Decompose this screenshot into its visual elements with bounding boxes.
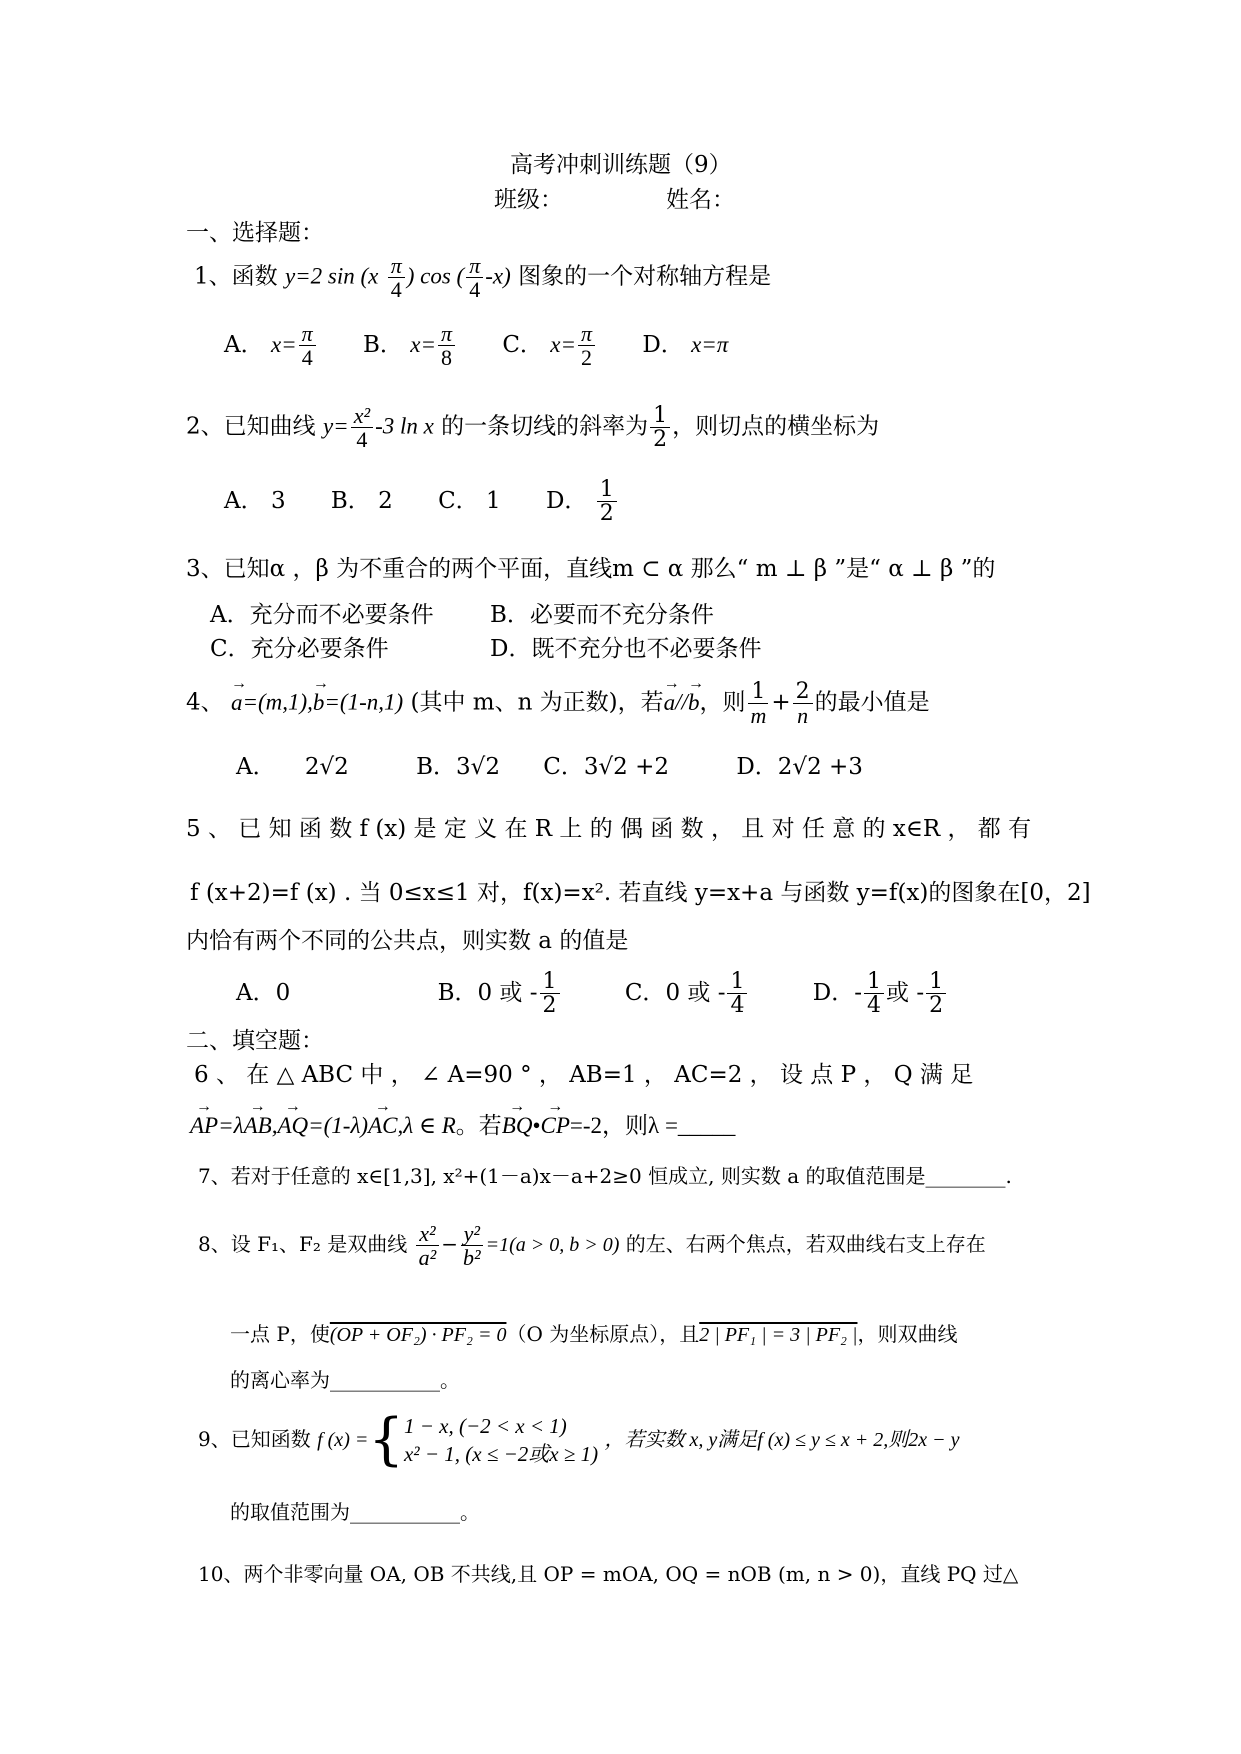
q6-line-1: 6 、 在 △ ABC 中 ， ∠ A=90 ° ， AB=1 ， AC=2 ， 设 点 P ， Q 满 足 [194,1062,974,1088]
q5-option-c: C．0 或 - $\frac{1}{4}$ [625,980,750,1006]
q9-line-2: 的取值范围为___________。 [230,1500,480,1524]
q1-option-a: A． x= $\frac{\pi}{4}$ [224,332,318,358]
q7-blank: ________. [925,1164,1012,1188]
q4-then: ，则 [699,689,746,716]
q5-line-1: 5 、 已 知 函 数 f (x) 是 定 义 在 R 上 的 偶 函 数 ， 且 对 任 意 的 x∈R ， 都 有 [186,816,1032,842]
q2-option-b: B． 2 [330,487,393,514]
q1-options [224,322,766,369]
q4-cond: (其中 m、n 为正数)，若 [410,689,664,716]
q5-options [236,970,948,1017]
q4-plus: + [771,689,791,716]
q3-number: 3、 [186,556,224,582]
question-7 [198,1164,1012,1188]
question-4 [186,680,930,727]
q1-four-1: 4 [390,277,402,303]
q1-number: 1、 [194,263,232,290]
q3-option-d: D．既不充分也不必要条件 [490,636,762,662]
q8-line-1: 8、设 F₁、F₂ 是双曲线 $\frac{\text{x²}}{\text{a²}}$ − $\frac{\text{y²}}{\text{b²}}$ =1(a > 0, b > 0) 的左、右两个焦点，若双曲线右支上存在 [198,1221,986,1271]
q2-option-d: D． $\frac{1}{2}$ [546,488,619,514]
q2-frac: $\frac{\text{x²}}{4}$ [351,404,373,451]
question-10: 10、两个非零向量 OA, OB 不共线,且 OP = mOA, OQ = nOB (m, n > 0)，直线 PQ 过△ [198,1562,1019,1586]
q4-options [236,754,863,782]
q6-line-2: → AP=λ→ AB,→ AQ=(1-λ)→ AC,λ ∈ R。若→ BQ•→ CP=-2，则λ =_____ [190,1112,735,1140]
q9-piece-1: 1 − x, (−2 < x < 1) [403,1414,567,1438]
q1-fn-c: -x) [485,263,511,289]
q1-option-c: C． x= $\frac{\pi}{2}$ [502,332,597,358]
q1-fn-b: ) cos ( [406,263,465,289]
q5-line-3: 内恰有两个不同的公共点，则实数 a 的值是 [186,928,629,954]
q2-tail: ，则切点的横坐标为 [672,413,880,440]
q3-option-b: B．必要而不充分条件 [490,602,714,628]
q7-text: 7、若对于任意的 x∈[1,3], x²+(1－a)x－a+2≥0 恒成立, 则实数 a 的取值范围是 [198,1164,926,1188]
q2-slope: $\frac{1}{2}$ [650,404,670,451]
q4-option-b: B．3√2 [416,754,500,780]
question-3 [186,556,995,584]
q2-mid: 的一条切线的斜率为 [441,413,649,440]
q2-lead: 已知曲线 [223,413,316,440]
q1-four-2: 4 [469,277,481,303]
q4-option-c: C．3√2 +2 [543,754,670,780]
q8-line-2: 一点 P，使(OP + OF₂) · PF₂ = 0（O 为坐标原点），且2 | PF₁ | = 3 | PF₂ |，则双曲线 [230,1322,958,1346]
q5-option-d: D．- $\frac{1}{4}$ 或 - $\frac{1}{2}$ [813,980,948,1006]
name-label: 姓名： [666,187,735,213]
q1-pi-2: π [466,254,483,278]
q8-blank: ___________ [330,1368,440,1392]
q9-line-1: 9、已知函数 f (x) ={ 1 − x, (−2 < x < 1) x² − 1, (x ≤ −2或x ≥ 1) ，若实数 x, y满足f (x) ≤ y ≤ x + 2,则2x − y [198,1407,960,1473]
q3-option-c: C．充分必要条件 [210,636,389,662]
q2-number: 2、 [186,413,224,440]
q4-frac-1: $\frac{1}{m}$ [747,680,769,727]
q4-vec-a: → a [231,689,243,717]
q2-y-eq: y= [322,413,349,439]
q8-line-3: 的离心率为___________。 [230,1368,460,1392]
q4-vec-b2: → b [688,689,700,717]
q2-option-a: A． 3 [224,487,286,514]
q4-vec-b: → b [313,689,325,717]
q1-fn-a: y=2 sin (x [284,263,379,289]
section-choice-heading: 一、选择题： [186,220,324,246]
q2-rest: -3 ln x [375,413,434,439]
q2-options [224,478,657,525]
q9-brace: { [368,1407,404,1473]
q4-frac-2: $\frac{2}{n}$ [793,680,813,727]
q4-eq-b: =(1-n,1) [324,689,404,715]
q9-blank: ___________ [350,1500,460,1524]
q1-frac-1 [388,254,405,301]
q4-vec-a2: → a [664,689,676,717]
q1-frac-2 [466,254,483,301]
q1-pi-1: π [388,254,405,278]
q5-line-2: f (x+2)=f (x) . 当 0≤x≤1 对，f(x)=x². 若直线 y=x+a 与函数 y=f(x)的图象在[0，2] [190,880,1091,906]
section-fill-heading: 二、填空题： [186,1028,324,1054]
q4-tail: 的最小值是 [814,689,930,716]
q4-number: 4、 [186,689,224,716]
q4-eq-a: =(m,1), [242,689,313,715]
q5-option-b: B．0 或 - $\frac{1}{2}$ [438,980,562,1006]
q1-lead: 函数 [231,263,278,290]
question-2 [186,404,879,451]
page-title: 高考冲刺训练题（9） [510,152,732,178]
q4-option-a: A． 2√2 [236,754,349,780]
class-label: 班级： [494,187,563,213]
q3-text: 已知α ，β 为不重合的两个平面，直线m ⊂ α 那么“ m ⊥ β ”是“ α ⊥ β ”的 [223,556,996,582]
question-1 [194,254,771,301]
q1-tail: 图象的一个对称轴方程是 [518,263,772,290]
q2-option-c: C． 1 [438,487,501,514]
q9-piece-2: x² − 1, (x ≤ −2或x ≥ 1) [403,1442,599,1467]
q4-par: // [675,689,688,715]
q1-option-d: D． x=π [642,331,729,358]
q6-blank: _____ [677,1113,736,1138]
q3-option-a: A．充分而不必要条件 [210,602,434,628]
q4-option-d: D．2√2 +3 [736,754,863,780]
q1-option-b: B． x= $\frac{\pi}{8}$ [363,332,457,358]
q5-option-a: A．0 [236,979,291,1006]
